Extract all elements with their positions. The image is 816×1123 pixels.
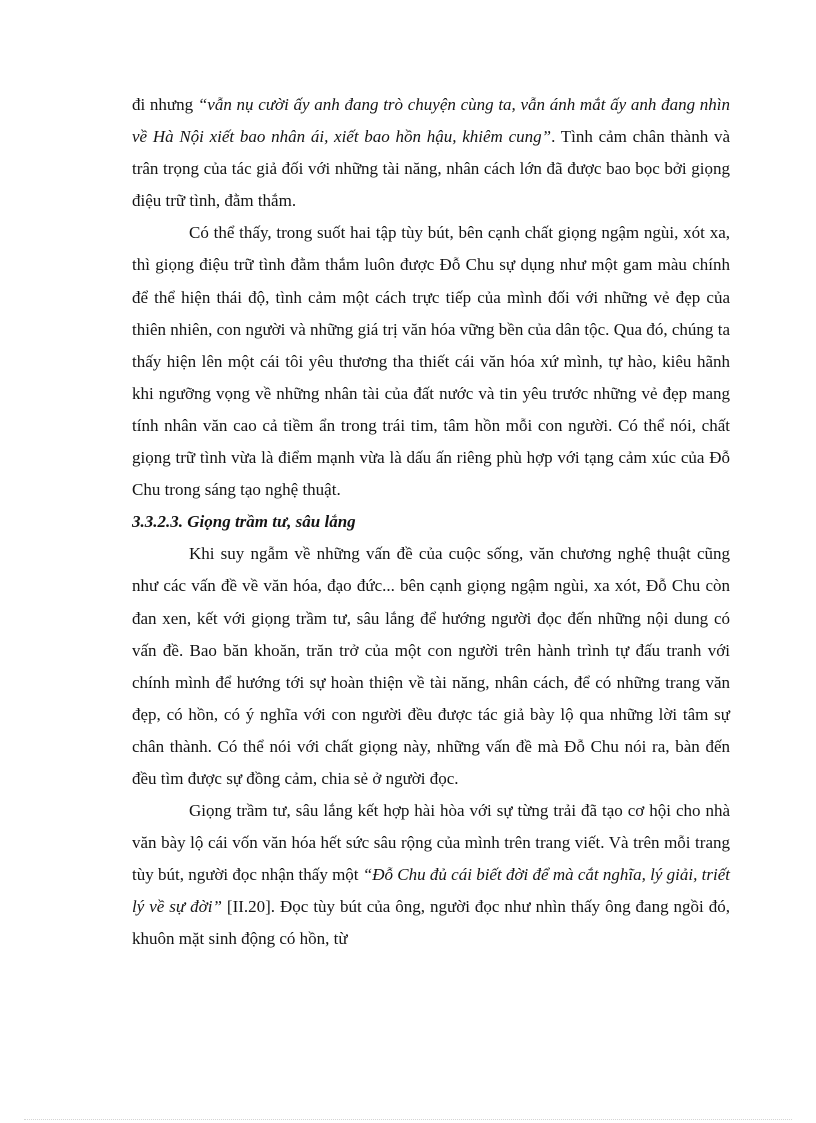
section-heading: 3.3.2.3. Giọng trầm tư, sâu lắng [132, 512, 356, 532]
para4-lead: Giọng trầm tư, sâu lắng kết hợp hài hòa với sự từng trải đã tạo cơ hội cho nhà văn bày lộ cái vốn văn hóa hết sức sâu rộng của mình trên trang viết. Và trên mỗi trang tùy bút, người đọc nhận thấy một [132, 801, 730, 885]
paragraph-contemplative-voice: Khi suy ngẫm về những vấn đề của cuộc sống, văn chương nghệ thuật cũng như các vấn đề về văn hóa, đạo đức... bên cạnh giọng ngậm ngùi, xa xót, Đỗ Chu còn đan xen, kết với giọng trầm tư, sâu lắng để hướng người đọc đến những nội dung có vấn đề. Bao băn khoăn, trăn trở của một con người trên hành trình tự đấu tranh với chính mình để hướng tới sự hoàn thiện về tài năng, nhân cách, để có những trang văn đẹp, có hồn, có ý nghĩa với con người đều được tác giả bày lộ qua những lời tâm sự chân thành. Có thể nói với chất giọng này, những vấn đề mà Đỗ Chu nói ra, bàn đến đều tìm được sự đồng cảm, chia sẻ ở người đọc. [132, 544, 730, 788]
paragraph-lyrical-voice: Có thể thấy, trong suốt hai tập tùy bút, bên cạnh chất giọng ngậm ngùi, xót xa, thì giọng điệu trữ tình đằm thắm luôn được Đỗ Chu sự dụng như một gam màu chính để thể hiện thái độ, tình cảm một cách trực tiếp của mình đối với những vẻ đẹp của thiên nhiên, con người và những giá trị văn hóa vững bền của dân tộc. Qua đó, chúng ta thấy hiện lên một cái tôi yêu thương tha thiết cái văn hóa xứ mình, tự hào, kiêu hãnh khi ngưỡng vọng về những nhân tài của đất nước và tin yêu trước những vẻ đẹp mang tính nhân văn cao cả tiềm ẩn trong trái tim, tâm hồn mỗi con người. Có thể nói, chất giọng trữ tình vừa là điểm mạnh vừa là dấu ấn riêng phù hợp với tạng cảm xúc của Đỗ Chu trong sáng tạo nghệ thuật. [132, 223, 730, 500]
para1-quote: “vẫn nụ cười ấy anh đang trò chuyện cùng ta, vẫn ánh mắt ấy anh đang nhìn về Hà Nội xiết bao nhân ái, xiết bao hồn hậu, khiêm cung” [132, 95, 731, 147]
page-bottom-divider [24, 1119, 792, 1120]
document-body [132, 89, 730, 956]
paragraph-continuation [132, 89, 730, 217]
para1-tail: . Tình cảm chân thành và trân trọng của tác giả đối với những tài năng, nhân cách lớn đã được bao bọc bởi giọng điệu trữ tình, đằm thắm. [132, 127, 730, 211]
para4-tail: [II.20]. Đọc tùy bút của ông, người đọc như nhìn thấy ông đang ngồi đó, khuôn mặt sinh động có hồn, từ [132, 897, 731, 949]
paragraph-experience [132, 795, 730, 955]
para4-quote: “Đỗ Chu đủ cái biết đời để mà cắt nghĩa, lý giải, triết lý về sự đời” [132, 865, 730, 917]
para1-lead: đi nhưng [132, 95, 198, 114]
